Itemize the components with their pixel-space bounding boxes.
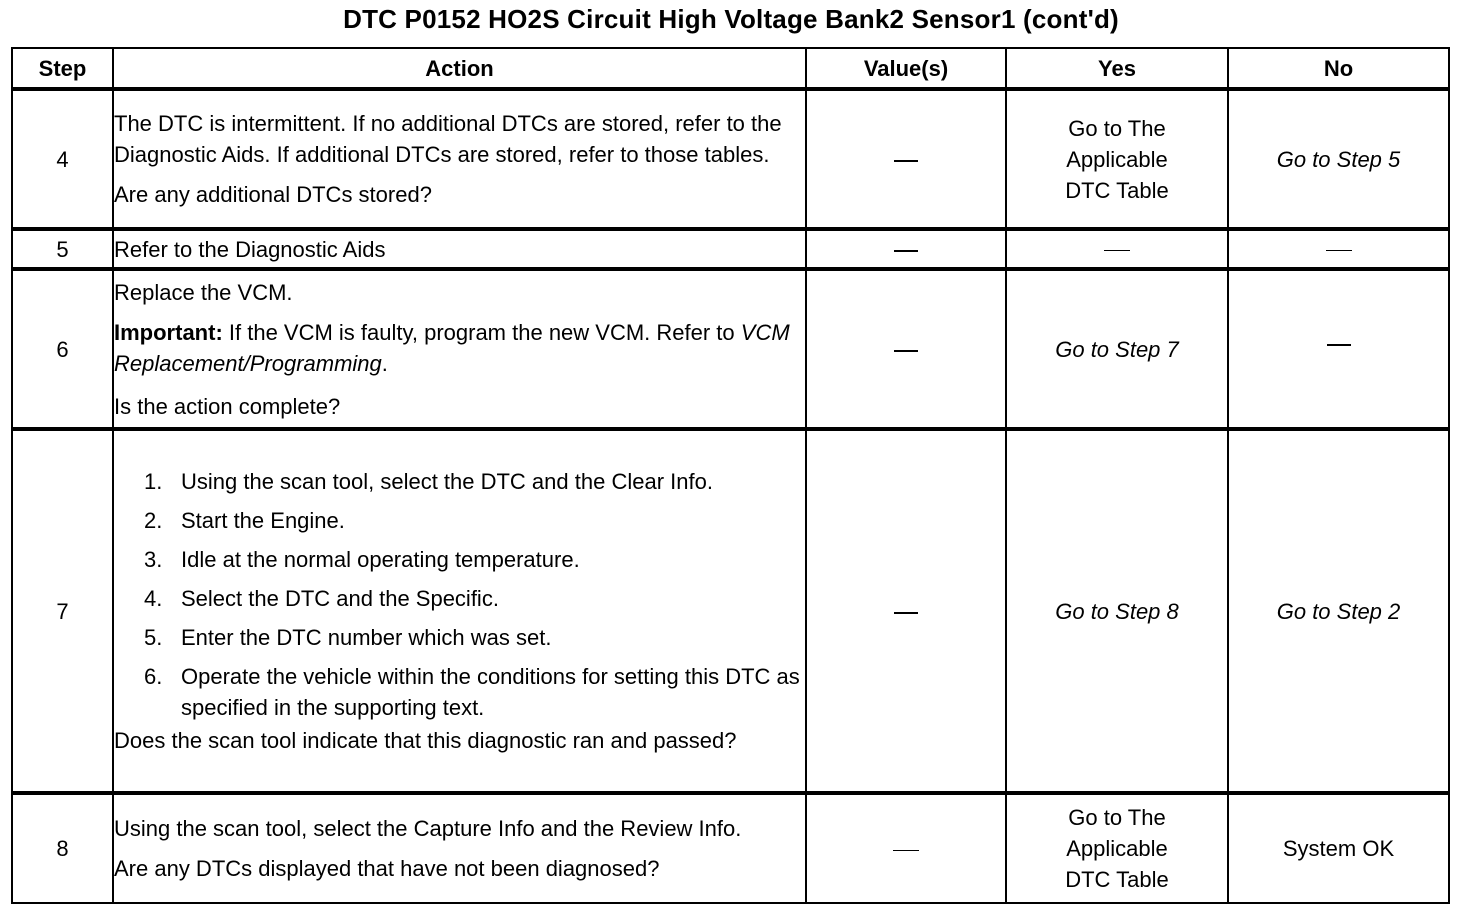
header-step: Step bbox=[12, 48, 113, 89]
table-header-row bbox=[12, 48, 1449, 89]
header-yes: Yes bbox=[1006, 48, 1228, 89]
value-cell bbox=[806, 793, 1006, 903]
list-number: 4. bbox=[144, 586, 163, 611]
action-text: Refer to the Diagnostic Aids bbox=[113, 229, 806, 269]
dash-mark bbox=[894, 350, 918, 352]
important-text: If the VCM is faulty, program the new VCM. Refer to bbox=[222, 319, 741, 345]
action-cell bbox=[113, 793, 806, 903]
yes-cell: Go to The Applicable DTC Table bbox=[1006, 793, 1228, 903]
no-cell: Go to Step 5 bbox=[1228, 89, 1449, 229]
list-number: 3. bbox=[144, 547, 163, 572]
step-number: 8 bbox=[12, 793, 113, 903]
list-text: Using the scan tool, select the DTC and the Clear Info. bbox=[181, 469, 713, 494]
list-text: Select the DTC and the Specific. bbox=[181, 586, 499, 611]
list-text: Idle at the normal operating temperature. bbox=[181, 547, 580, 572]
list-text: Operate the vehicle within the conditions for setting this DTC as specified in the supporting text. bbox=[181, 664, 800, 720]
header-no: No bbox=[1228, 48, 1449, 89]
yes-cell: Go to Step 7 bbox=[1006, 269, 1228, 429]
action-cell bbox=[113, 89, 806, 229]
diagnostic-table bbox=[11, 47, 1450, 904]
header-action: Action bbox=[113, 48, 806, 89]
no-cell bbox=[1228, 229, 1449, 269]
dash-mark bbox=[1104, 250, 1130, 251]
list-item bbox=[144, 661, 805, 723]
table-row bbox=[12, 793, 1449, 903]
action-question: Are any DTCs displayed that have not been diagnosed? bbox=[114, 856, 660, 881]
list-item bbox=[144, 622, 805, 653]
page-title: DTC P0152 HO2S Circuit High Voltage Bank2 Sensor1 (cont'd) bbox=[343, 4, 1119, 34]
list-item bbox=[144, 505, 805, 536]
table-row bbox=[12, 269, 1449, 429]
table-row bbox=[12, 429, 1449, 793]
value-cell bbox=[806, 229, 1006, 269]
table-row bbox=[12, 229, 1449, 269]
list-item bbox=[144, 466, 805, 497]
action-question: Does the scan tool indicate that this diagnostic ran and passed? bbox=[114, 728, 737, 753]
value-cell bbox=[806, 89, 1006, 229]
action-cell bbox=[113, 429, 806, 793]
action-cell bbox=[113, 269, 806, 429]
list-text: Start the Engine. bbox=[181, 508, 345, 533]
step-number: 4 bbox=[12, 89, 113, 229]
list-item bbox=[144, 544, 805, 575]
important-end: . bbox=[381, 350, 388, 376]
action-text: The DTC is intermittent. If no additional DTCs are stored, refer to the Diagnostic Aids. If additional DTCs are stored, refer to those tables. bbox=[114, 111, 782, 167]
header-values: Value(s) bbox=[806, 48, 1006, 89]
value-cell bbox=[806, 429, 1006, 793]
important-label: Important: bbox=[114, 319, 223, 345]
yes-cell: Go to The Applicable DTC Table bbox=[1006, 89, 1228, 229]
yes-cell bbox=[1006, 229, 1228, 269]
list-number: 5. bbox=[144, 625, 163, 650]
no-cell: System OK bbox=[1228, 793, 1449, 903]
list-number: 2. bbox=[144, 508, 163, 533]
no-cell bbox=[1228, 269, 1449, 429]
no-cell: Go to Step 2 bbox=[1228, 429, 1449, 793]
list-item bbox=[144, 583, 805, 614]
dash-mark bbox=[1326, 250, 1352, 251]
action-text: Using the scan tool, select the Capture Info and the Review Info. bbox=[114, 816, 742, 841]
dash-mark bbox=[894, 250, 918, 252]
dash-mark bbox=[1327, 344, 1351, 346]
value-cell bbox=[806, 269, 1006, 429]
step-number: 5 bbox=[12, 229, 113, 269]
list-number: 6. bbox=[144, 664, 163, 689]
list-text: Enter the DTC number which was set. bbox=[181, 625, 552, 650]
step-number: 7 bbox=[12, 429, 113, 793]
dash-mark bbox=[894, 160, 918, 162]
action-text: Replace the VCM. bbox=[114, 279, 293, 305]
important-note bbox=[114, 317, 805, 379]
procedure-list bbox=[114, 466, 805, 723]
action-question: Are any additional DTCs stored? bbox=[114, 182, 432, 207]
dash-mark bbox=[894, 612, 918, 614]
action-question: Is the action complete? bbox=[114, 393, 341, 419]
reference-link-text: VCM Replacement/Programming bbox=[114, 319, 790, 376]
step-number: 6 bbox=[12, 269, 113, 429]
table-row bbox=[12, 89, 1449, 229]
dash-mark bbox=[893, 850, 919, 851]
list-number: 1. bbox=[144, 469, 163, 494]
yes-cell: Go to Step 8 bbox=[1006, 429, 1228, 793]
